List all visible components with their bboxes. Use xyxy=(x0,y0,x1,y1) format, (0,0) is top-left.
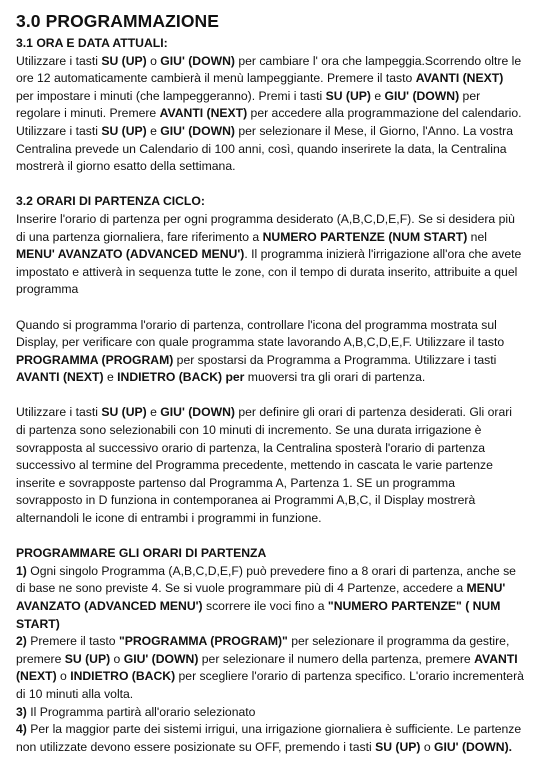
document-page xyxy=(16,10,524,756)
page-title: 3.0 PROGRAMMAZIONE xyxy=(16,11,220,31)
list-item: 1) Ogni singolo Programma (A,B,C,D,E,F) può prevedere fino a 8 orari di partenza, anche se di base ne sono previste 4. Se si vuole programmare più di 4 Partenze, accedere a MENU' AVANZATO (ADVANCED MENU') scorrere ile voci fino a "NUMERO PARTENZE" ( NUM START) xyxy=(16,563,516,631)
section-paragraph-1: Inserire l'orario di partenza per ogni programma desiderato (A,B,C,D,E,F). Se si desidera più di una partenza giornaliera, fare riferimento a NUMERO PARTENZE (NUM START) nel MENU' AVANZATO (ADVANCED MENU'). Il programma inizierà l'irrigazione all'ora che avete impostato e attiverà in sequenza tutte le zone, con il tempo di durata inserito, attribuite a quel programma xyxy=(16,211,522,297)
section-heading-orari-partenza: 3.2 ORARI DI PARTENZA CICLO: xyxy=(16,194,205,209)
section-paragraph-2: Quando si programma l'orario di partenza, controllare l'icona del programma mostrata sul Display, per verificare con quale programma state lavorando A,B,C,D,E,F. Utilizzare il tasto PROGRAMMA (PROGRAM) per spostarsi da Programma a Programma. Utilizzare i tasti AVANTI (NEXT) e INDIETRO (BACK) per muoversi tra gli orari di partenza. xyxy=(16,317,505,385)
section-heading-ora-data: 3.1 ORA E DATA ATTUALI: xyxy=(16,36,168,50)
list-item: 2) Premere il tasto "PROGRAMMA (PROGRAM)" per selezionare il programma da gestire, premere SU (UP) o GIU' (DOWN) per selezionare il numero della partenza, premere AVANTI (NEXT) o INDIETRO (BACK) per scegliere l'orario di partenza specifico. L'orario incrementerà di 10 minuti alla volta. xyxy=(16,634,524,701)
section-paragraph-3: Utilizzare i tasti SU (UP) e GIU' (DOWN) per definire gli orari di partenza desiderati. Gli orari di partenza sono selezionabili con 10 minuti di incremento. Se una durata irrigazione è sovrapposta al successivo orario di partenza, la Centralina sposterà l'orario di partenza successivo al termine del Programma precedente, mettendo in cascata le varie partenze inserite e sovrapposte partenso dal Programma A, Partenza 1. SE un programma sovrapposto in D funziona in contemporanea ai Programmi A,B,C, il Display mostrerà alternandoli le icone di entrambi i programmi in funzione. xyxy=(16,405,512,526)
list-item: 4) Per la maggior parte dei sistemi irrigui, una irrigazione giornaliera è sufficiente. Le partenze non utilizzate devono essere posizionate su OFF, premendo i tasti SU (UP) o GIU' (DOWN). xyxy=(16,722,522,754)
section-heading-programmare: PROGRAMMARE GLI ORARI DI PARTENZA xyxy=(16,546,267,561)
section-body-ora-data: Utilizzare i tasti SU (UP) o GIU' (DOWN) per cambiare l' ora che lampeggia.Scorrendo oltre le ore 12 automaticamente cambierà il menù lampeggiante. Premere il tasto AVANTI (NEXT) per impostare i minuti (che lampeggeranno). Premi i tasti SU (UP) e GIU' (DOWN) per regolare i minuti. Premere AVANTI (NEXT) per accedere alla programmazione del calendario. Utilizzare i tasti SU (UP) e GIU' (DOWN) per selezionare il Mese, il Giorno, l'Anno. La vostra Centralina prevede un Calendario di 100 anni, così, quando inserirete la data, la Centralina mostrerà il giorno esatto della settimana. xyxy=(16,53,522,174)
list-item: 3) Il Programma partirà all'orario selezionato xyxy=(16,704,256,719)
